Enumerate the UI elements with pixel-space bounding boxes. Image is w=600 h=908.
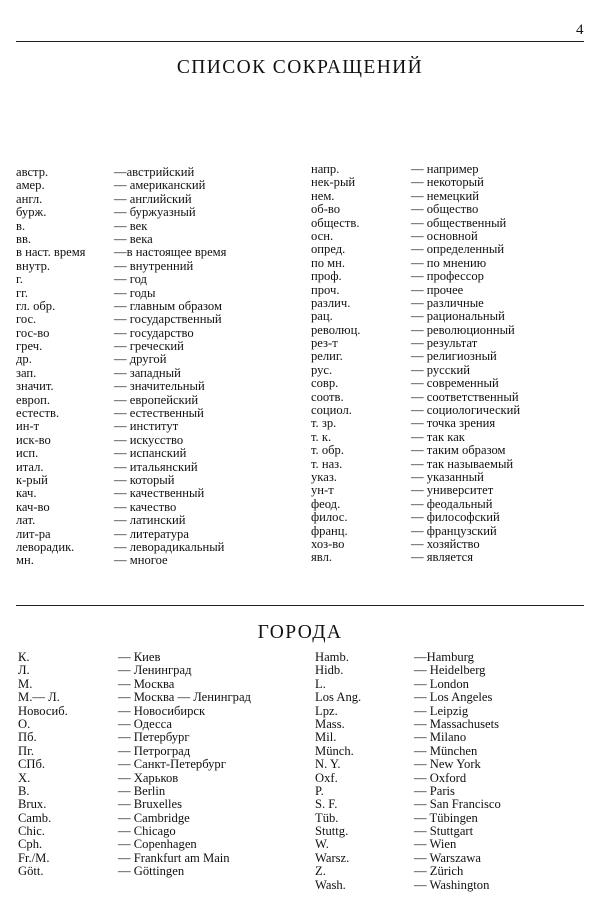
abbreviation-term: гг. bbox=[16, 285, 29, 300]
abbreviation-meaning: — Los Angeles bbox=[414, 691, 492, 704]
abbreviation-meaning: — латинский bbox=[114, 514, 185, 527]
abbreviation-term: Wash. bbox=[315, 877, 346, 892]
abbreviation-term: напр. bbox=[311, 162, 340, 176]
abbreviation-meaning: — университет bbox=[411, 484, 493, 497]
abbreviation-meaning: — современный bbox=[411, 377, 499, 390]
abbreviation-meaning: — некоторый bbox=[411, 176, 484, 189]
abbreviation-meaning: — другой bbox=[114, 353, 166, 366]
abbreviation-term: Warsz. bbox=[315, 850, 350, 865]
abbreviation-meaning: — леворадикальный bbox=[114, 541, 224, 554]
abbreviation-term: L. bbox=[315, 676, 326, 691]
abbreviation-term: иск-во bbox=[16, 432, 51, 447]
abbreviation-meaning: — Paris bbox=[414, 785, 455, 798]
abbreviation-term: осн. bbox=[311, 228, 334, 243]
abbreviation-term: Х. bbox=[18, 770, 31, 785]
abbreviation-meaning: — качество bbox=[114, 501, 176, 514]
abbreviation-term: ин-т bbox=[16, 419, 40, 434]
abbreviation-term: нек-рый bbox=[311, 175, 356, 190]
abbreviation-meaning: — значительный bbox=[114, 380, 205, 393]
abbreviation-meaning: — München bbox=[414, 745, 477, 758]
abbreviation-meaning: — греческий bbox=[114, 340, 184, 353]
abbreviation-term: франц. bbox=[311, 523, 348, 538]
abbreviation-meaning: — государственный bbox=[114, 313, 222, 326]
abbreviation-term: бурж. bbox=[16, 205, 47, 220]
abbreviation-meaning: — Zürich bbox=[414, 865, 463, 878]
abbreviation-meaning: — государство bbox=[114, 327, 194, 340]
abbreviation-meaning: — испанский bbox=[114, 447, 186, 460]
abbreviation-term: хоз-во bbox=[311, 536, 345, 551]
abbreviation-meaning: — естественный bbox=[114, 407, 204, 420]
abbreviation-term: об-во bbox=[311, 202, 341, 217]
abbreviation-term: др. bbox=[16, 352, 32, 367]
abbreviation-meaning: — религиозный bbox=[411, 350, 497, 363]
abbreviation-meaning: — качественный bbox=[114, 487, 204, 500]
abbreviation-term: амер. bbox=[16, 178, 45, 193]
abbreviation-term: Пг. bbox=[18, 743, 34, 758]
abbreviation-term: т. обр. bbox=[311, 443, 345, 458]
abbreviation-meaning: — Massachusets bbox=[414, 718, 499, 731]
abbreviation-meaning: — Bruxelles bbox=[118, 798, 182, 811]
abbreviation-meaning: — философский bbox=[411, 511, 500, 524]
abbreviation-term: к-рый bbox=[16, 472, 48, 487]
abbreviation-meaning: — немецкий bbox=[411, 190, 479, 203]
abbreviation-term: значит. bbox=[16, 379, 54, 394]
abbreviation-meaning: — хозяйство bbox=[411, 538, 480, 551]
abbreviation-term: Brux. bbox=[18, 797, 47, 812]
abbreviation-meaning: — австрийский bbox=[114, 166, 194, 179]
abbreviation-meaning: — по мнению bbox=[411, 257, 486, 270]
abbreviation-term: соотв. bbox=[311, 389, 344, 404]
abbreviation-term: Fr./M. bbox=[18, 850, 50, 865]
abbreviation-term: проф. bbox=[311, 269, 342, 284]
abbreviation-term: Gött. bbox=[18, 864, 44, 879]
abbreviation-meaning: — Москва bbox=[118, 678, 174, 691]
abbreviation-term: рац. bbox=[311, 309, 333, 324]
abbreviation-term: филос. bbox=[311, 510, 348, 525]
abbreviation-meaning: — европейский bbox=[114, 394, 198, 407]
abbreviation-meaning: — профессор bbox=[411, 270, 484, 283]
abbreviation-meaning: — Heidelberg bbox=[414, 664, 485, 677]
abbreviation-term: указ. bbox=[311, 469, 337, 484]
abbreviation-meaning: — Харьков bbox=[118, 772, 178, 785]
abbreviation-term: Camb. bbox=[18, 810, 52, 825]
abbreviation-meaning: — в настоящее время bbox=[114, 246, 226, 259]
abbreviation-term: Lpz. bbox=[315, 703, 338, 718]
abbreviation-meaning: — Wien bbox=[414, 838, 456, 851]
abbreviation-meaning: — прочее bbox=[411, 284, 463, 297]
top-rule bbox=[16, 41, 584, 42]
abbreviation-term: Tüb. bbox=[315, 810, 339, 825]
abbreviation-meaning: — точка зрения bbox=[411, 417, 495, 430]
abbreviation-term: гос-во bbox=[16, 325, 50, 340]
abbreviation-term: в наст. время bbox=[16, 245, 86, 260]
abbreviation-term: лит-ра bbox=[16, 526, 51, 541]
abbreviation-term: Chic. bbox=[18, 824, 45, 839]
abbreviation-term: К. bbox=[18, 650, 30, 664]
abbreviation-meaning: — русский bbox=[411, 364, 470, 377]
abbreviation-term: кач-во bbox=[16, 499, 50, 514]
abbreviation-meaning: — Киев bbox=[118, 651, 160, 664]
abbreviation-meaning: — Tübingen bbox=[414, 812, 478, 825]
abbreviation-meaning: — социологический bbox=[411, 404, 520, 417]
abbreviation-meaning: — рациональный bbox=[411, 310, 505, 323]
abbreviation-meaning: — искусство bbox=[114, 434, 183, 447]
abbreviation-term: О. bbox=[18, 716, 31, 731]
section-divider bbox=[16, 605, 584, 606]
abbreviation-meaning: — Одесса bbox=[118, 718, 172, 731]
abbreviation-meaning: — London bbox=[414, 678, 469, 691]
abbreviation-meaning: — соответственный bbox=[411, 391, 519, 404]
abbreviation-term: т. зр. bbox=[311, 416, 337, 431]
abbreviation-term: обществ. bbox=[311, 215, 360, 230]
abbreviation-meaning: — французский bbox=[411, 525, 497, 538]
abbreviation-term: рус. bbox=[311, 362, 333, 377]
abbreviation-meaning: — определенный bbox=[411, 243, 504, 256]
abbreviation-meaning: — литература bbox=[114, 528, 189, 541]
abbreviation-meaning: — является bbox=[411, 551, 473, 564]
abbreviation-term: вв. bbox=[16, 231, 32, 246]
abbreviation-term: проч. bbox=[311, 282, 340, 297]
abbreviation-meaning: — Hamburg bbox=[414, 651, 474, 664]
abbreviation-meaning: — Frankfurt am Main bbox=[118, 852, 230, 865]
abbreviation-meaning: — таким образом bbox=[411, 444, 506, 457]
abbreviation-term: лат. bbox=[16, 513, 36, 528]
abbreviation-term: СПб. bbox=[18, 757, 46, 772]
abbreviation-term: г. bbox=[16, 272, 23, 287]
abbreviation-term: естеств. bbox=[16, 406, 60, 421]
abbreviation-meaning: — Washington bbox=[414, 879, 489, 892]
abbreviation-term: по мн. bbox=[311, 255, 346, 270]
abbreviation-term: N. Y. bbox=[315, 757, 341, 772]
abbreviation-term: Los Ang. bbox=[315, 690, 362, 705]
abbreviation-meaning: — внутренний bbox=[114, 260, 193, 273]
abbreviation-meaning: — Москва — Ленинград bbox=[118, 691, 251, 704]
cities-heading: ГОРОДА bbox=[257, 622, 343, 643]
abbreviation-meaning: — годы bbox=[114, 287, 155, 300]
abbreviation-meaning: — буржуазный bbox=[114, 206, 196, 219]
abbreviation-term: Новосиб. bbox=[18, 703, 68, 718]
abbreviation-term: Oxf. bbox=[315, 770, 338, 785]
abbreviation-meaning: — основной bbox=[411, 230, 478, 243]
abbreviation-term: исп. bbox=[16, 446, 39, 461]
abbreviation-term: Mil. bbox=[315, 730, 337, 745]
abbreviation-term: кач. bbox=[16, 486, 37, 501]
abbreviation-term: социол. bbox=[311, 403, 352, 418]
abbreviation-meaning: — институт bbox=[114, 420, 178, 433]
abbreviation-term: австр. bbox=[16, 165, 49, 179]
abbreviation-term: Л. bbox=[18, 663, 30, 678]
abbreviation-meaning: — Milano bbox=[414, 731, 466, 744]
abbreviation-term: W. bbox=[315, 837, 329, 852]
abbreviation-term: итал. bbox=[16, 459, 44, 474]
abbreviation-meaning: — Warszawa bbox=[414, 852, 481, 865]
abbreviation-meaning: — Cambridge bbox=[118, 812, 190, 825]
abbreviation-meaning: — Петербург bbox=[118, 731, 190, 744]
abbreviation-meaning: — века bbox=[114, 233, 153, 246]
abbreviation-term: в. bbox=[16, 218, 26, 233]
abbreviation-term: S. F. bbox=[315, 797, 338, 812]
abbreviation-term: различ. bbox=[311, 295, 351, 310]
abbreviation-meaning: — например bbox=[411, 163, 479, 176]
abbreviation-term: внутр. bbox=[16, 258, 51, 273]
abbreviation-meaning: — Berlin bbox=[118, 785, 165, 798]
abbreviation-term: зап. bbox=[16, 365, 37, 380]
abbreviation-term: Пб. bbox=[18, 730, 37, 745]
abbreviation-term: революц. bbox=[311, 322, 361, 337]
abbreviation-term: опред. bbox=[311, 242, 346, 257]
abbreviation-meaning: — указанный bbox=[411, 471, 484, 484]
abbreviation-term: Z. bbox=[315, 864, 326, 879]
abbreviation-term: т. наз. bbox=[311, 456, 343, 471]
abbreviation-term: М.— Л. bbox=[18, 690, 60, 705]
abbreviation-meaning: — Oxford bbox=[414, 772, 466, 785]
abbreviation-meaning: — Chicago bbox=[118, 825, 176, 838]
abbreviation-term: М. bbox=[18, 676, 33, 691]
abbreviation-meaning: — западный bbox=[114, 367, 181, 380]
abbreviation-term: Stuttg. bbox=[315, 824, 349, 839]
abbreviation-term: P. bbox=[315, 783, 324, 798]
abbreviation-term: нем. bbox=[311, 188, 335, 203]
abbreviation-meaning: — Санкт-Петербург bbox=[118, 758, 226, 771]
abbreviation-term: совр. bbox=[311, 376, 339, 391]
abbreviation-term: Cph. bbox=[18, 837, 43, 852]
abbreviation-term: Hidb. bbox=[315, 663, 344, 678]
abbreviation-term: рез-т bbox=[311, 336, 338, 351]
abbreviation-term: гл. обр. bbox=[16, 298, 56, 313]
abbreviation-term: мн. bbox=[16, 553, 34, 568]
page-number: 4 bbox=[576, 22, 584, 38]
abbreviation-meaning: — New York bbox=[414, 758, 481, 771]
abbreviation-term: явл. bbox=[311, 550, 333, 565]
abbreviation-meaning: — общество bbox=[411, 203, 478, 216]
abbreviation-term: B. bbox=[18, 783, 30, 798]
abbreviation-meaning: — так называемый bbox=[411, 458, 513, 471]
abbreviation-meaning: — Stuttgart bbox=[414, 825, 473, 838]
abbreviation-meaning: — так как bbox=[411, 431, 465, 444]
abbreviation-meaning: — Петроград bbox=[118, 745, 190, 758]
abbreviation-meaning: — Ленинград bbox=[118, 664, 191, 677]
abbreviation-meaning: — Copenhagen bbox=[118, 838, 197, 851]
abbreviation-meaning: — революционный bbox=[411, 324, 515, 337]
abbreviation-term: религ. bbox=[311, 349, 343, 364]
abbreviation-term: ун-т bbox=[311, 483, 334, 498]
abbreviation-term: Mass. bbox=[315, 716, 345, 731]
abbreviation-term: леворадик. bbox=[16, 539, 75, 554]
abbreviation-meaning: — год bbox=[114, 273, 147, 286]
abbreviation-meaning: — многое bbox=[114, 554, 168, 567]
abbreviation-meaning: — феодальный bbox=[411, 498, 493, 511]
abbreviation-term: т. к. bbox=[311, 429, 332, 444]
abbreviation-term: Hamb. bbox=[315, 650, 349, 664]
abbreviation-meaning: — американский bbox=[114, 179, 205, 192]
abbreviation-meaning: — главным образом bbox=[114, 300, 222, 313]
abbreviation-term: англ. bbox=[16, 191, 43, 206]
abbreviation-meaning: — результат bbox=[411, 337, 477, 350]
abbreviation-meaning: — Leipzig bbox=[414, 705, 468, 718]
abbreviation-term: Münch. bbox=[315, 743, 354, 758]
abbreviation-term: европ. bbox=[16, 392, 51, 407]
abbreviations-heading: СПИСОК СОКРАЩЕНИЙ bbox=[176, 57, 424, 78]
abbreviation-meaning: — общественный bbox=[411, 217, 506, 230]
abbreviation-meaning: — век bbox=[114, 220, 147, 233]
abbreviation-meaning: — Göttingen bbox=[118, 865, 184, 878]
abbreviation-term: феод. bbox=[311, 496, 341, 511]
abbreviation-meaning: — английский bbox=[114, 193, 192, 206]
abbreviation-meaning: — Новосибирск bbox=[118, 705, 205, 718]
abbreviation-meaning: — итальянский bbox=[114, 461, 198, 474]
abbreviation-term: гос. bbox=[16, 312, 37, 327]
abbreviation-meaning: — различные bbox=[411, 297, 484, 310]
abbreviation-term: греч. bbox=[16, 339, 43, 354]
abbreviation-meaning: — который bbox=[114, 474, 175, 487]
abbreviation-meaning: — San Francisco bbox=[414, 798, 501, 811]
